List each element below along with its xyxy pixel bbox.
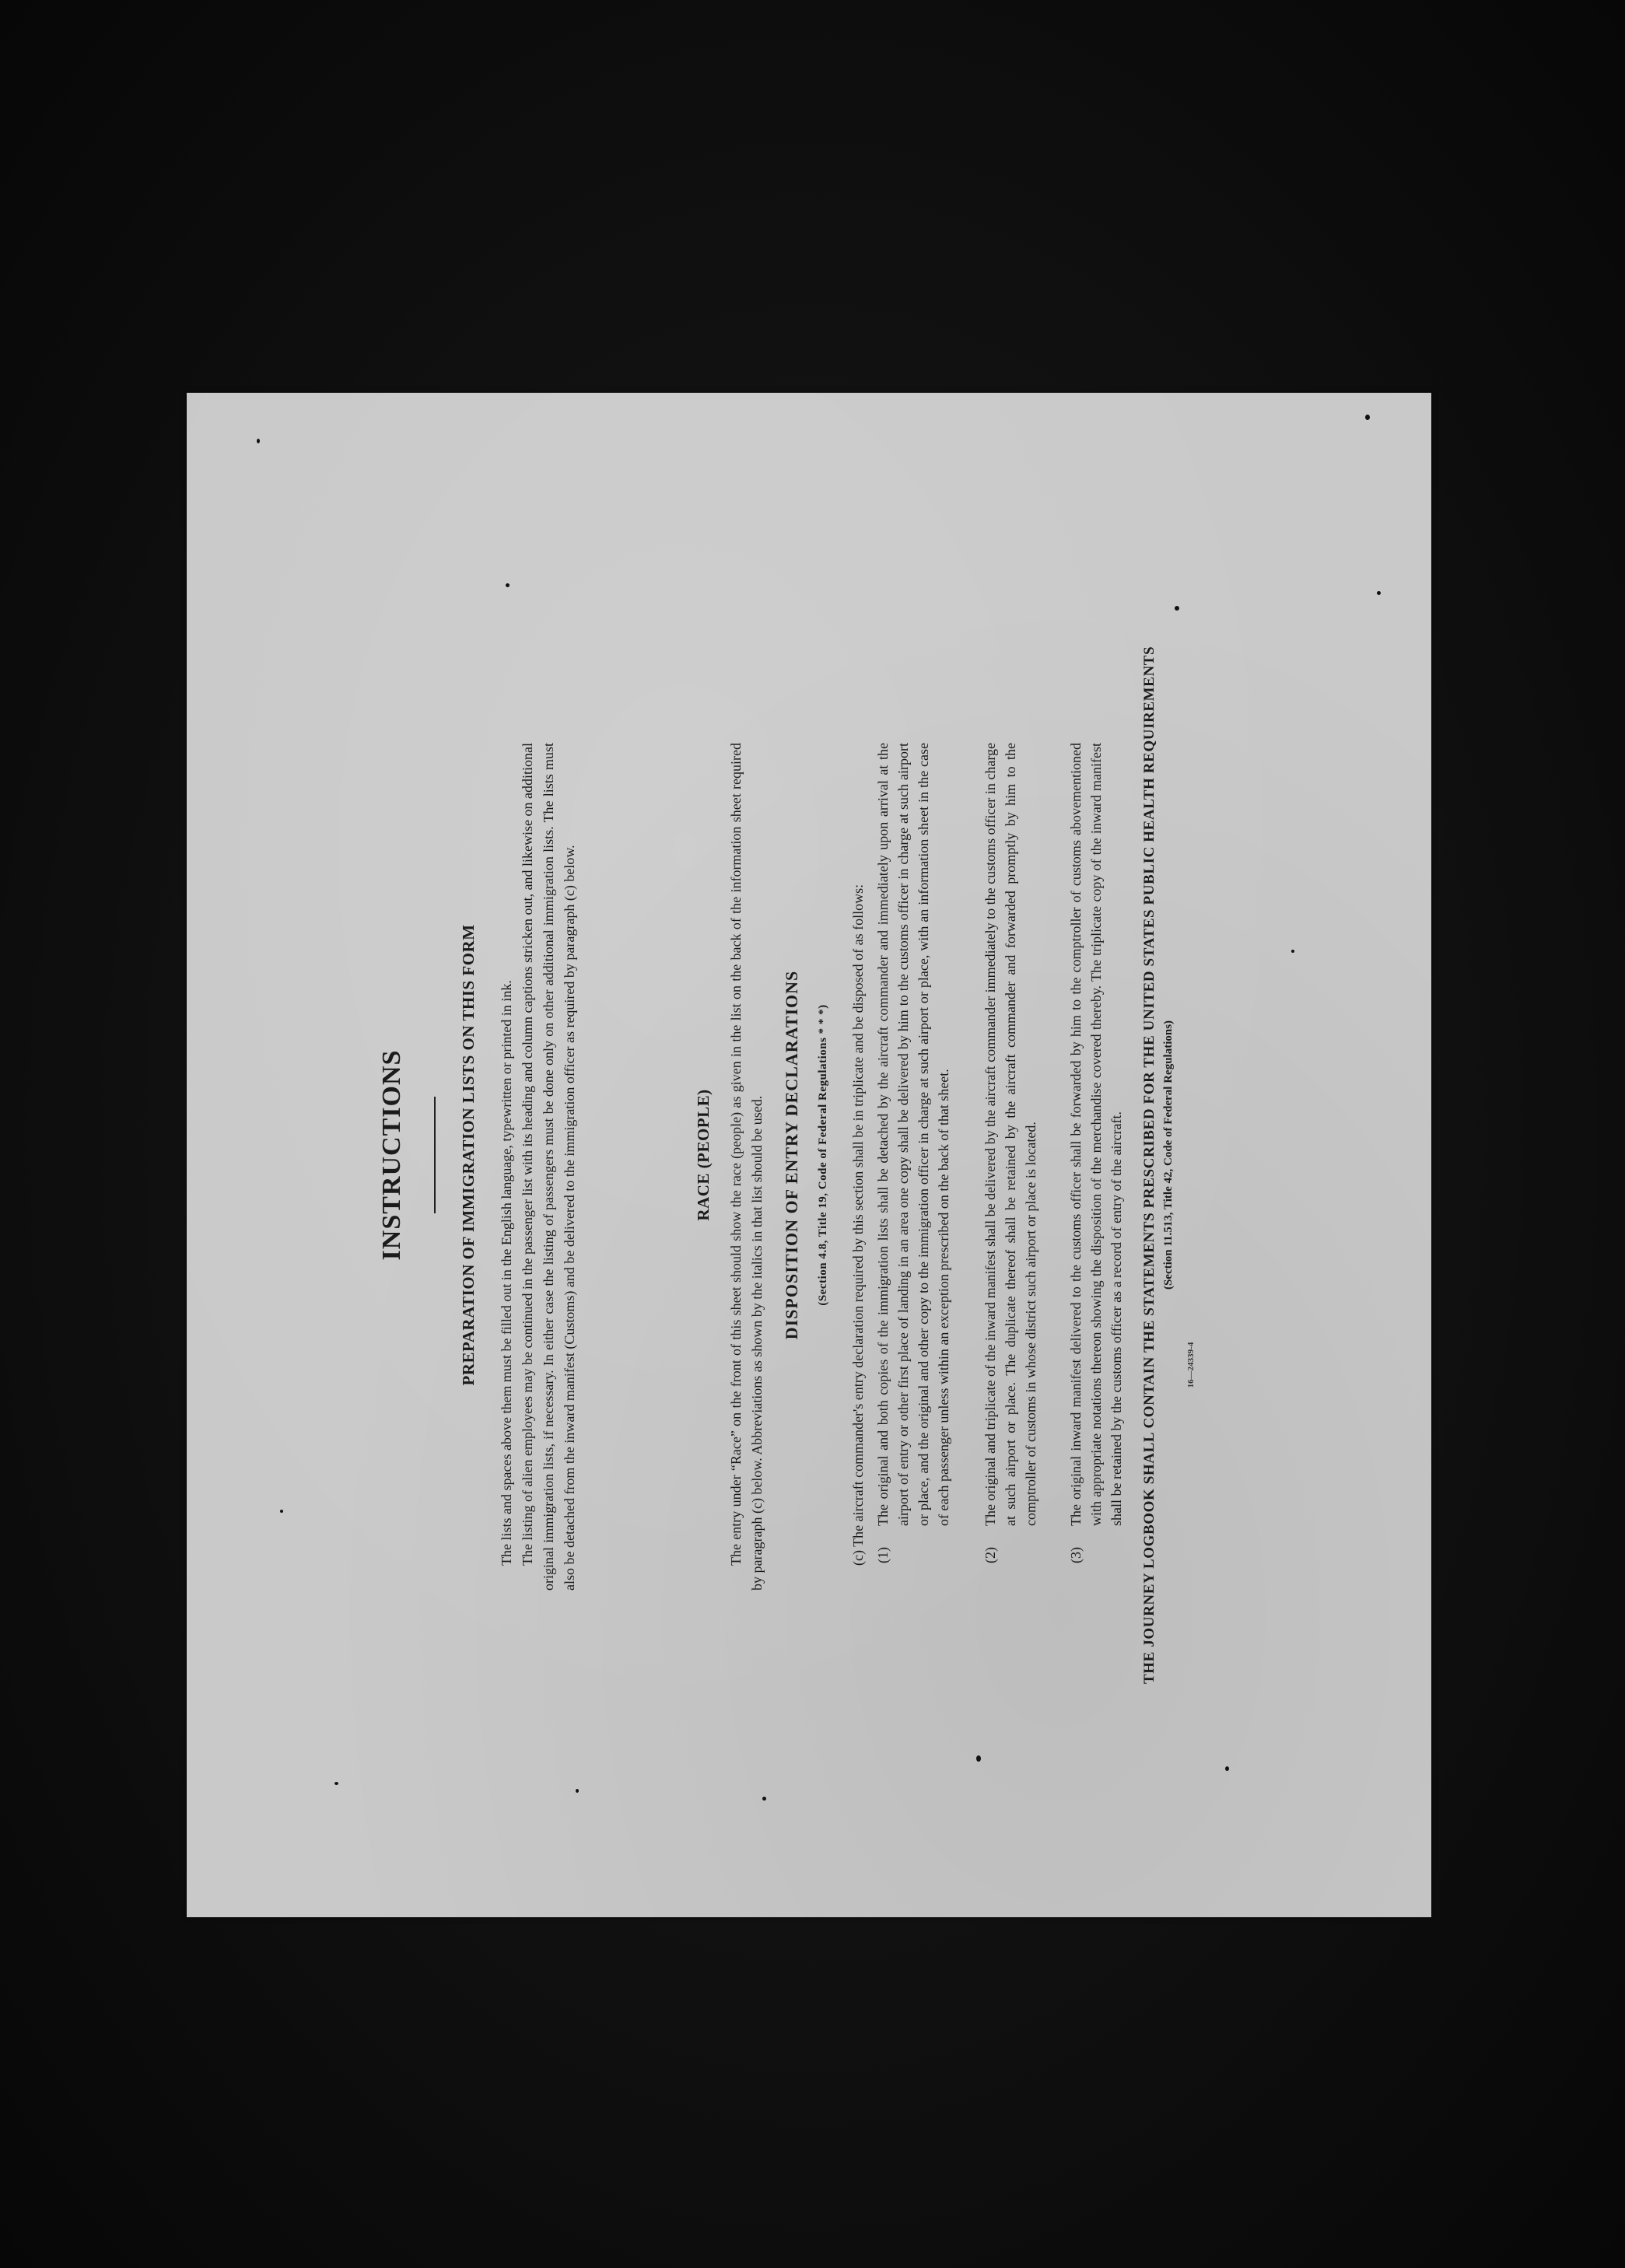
- race-paragraph: The entry under “Race” on the front of this sheet should show the race (people) as given in the list on the back of the information sheet required by paragraph (c) below. Abbreviations as shown by the italics in that list should be used.: [728, 743, 765, 1591]
- scan-speck: [257, 439, 260, 443]
- scan-speck: [280, 1510, 283, 1513]
- scan-speck: [1175, 606, 1179, 611]
- disposition-heading: DISPOSITION OF ENTRY DECLARATIONS: [782, 970, 801, 1340]
- scan-speck: [1291, 950, 1294, 953]
- scan-speck: [1365, 415, 1370, 420]
- title-divider: [434, 1097, 436, 1213]
- item-number: (3): [1068, 1547, 1084, 1563]
- journey-logbook-requirement: THE JOURNEY LOGBOOK SHALL CONTAIN THE STATEMENTS PRESCRIBED FOR THE UNITED STATES PUBLIC HEALTH REQUIREMENTS: [1141, 646, 1157, 1684]
- disposition-item-2: [980, 743, 1041, 1563]
- item-text: The original inward manifest delivered to the customs officer shall be forwarded by him to the comptroller of customs abovementioned with appropriate notations thereon showing the disposition of the merchandise covered thereby. The triplicate copy of the inward manifest shall be retained by the customs officer as a record of entry of the aircraft.: [1068, 743, 1124, 1526]
- race-heading: RACE (PEOPLE): [694, 1089, 713, 1221]
- journey-logbook-citation: (Section 11.513, Title 42, Code of Federal Regulations): [1162, 1020, 1175, 1290]
- form-number: 16—24339-4: [1186, 1342, 1196, 1388]
- instructions-page: [187, 393, 1431, 1917]
- preparation-paragraph-1: The lists and spaces above them must be filled out in the English language, typewritten or printed in ink.: [499, 980, 514, 1566]
- scan-speck: [506, 583, 510, 587]
- preparation-paragraph-2: The listing of alien employees may be continued in the passenger list with its heading and column captions stricken out, and likewise on additional original immigration lists, if necessary. In either case the listing of passengers must be done only on other additional immigration lists. The lists must also be detached from the inward manifest (Customs) and be delivered to the immigration officer as required by paragraph (c) below.: [520, 743, 577, 1591]
- disposition-citation: (Section 4.8, Title 19, Code of Federal Regulations * * *): [817, 1004, 829, 1306]
- disposition-intro: (c) The aircraft commander's entry declaration required by this section shall be in triplicate and be disposed of as follows:: [850, 884, 866, 1566]
- disposition-item-1: [873, 743, 954, 1563]
- scan-speck: [1377, 591, 1381, 595]
- scan-speck: [334, 1782, 338, 1785]
- scan-speck: [1225, 1766, 1229, 1771]
- scan-speck: [976, 1755, 981, 1762]
- disposition-item-3: [1066, 743, 1126, 1563]
- preparation-heading: PREPARATION OF IMMIGRATION LISTS ON THIS FORM: [459, 924, 478, 1386]
- item-text: The original and both copies of the immigration lists shall be detached by the aircraft commander and immediately upon arrival at the airport of entry or other first place of landing in an area one copy shall be delivered by him to the customs officer in charge at such airport or place, and the original and other copy to the immigration officer in charge at such airport or place, with an information sheet in the case of each passenger unless within an exception prescribed on the back of that sheet.: [875, 743, 951, 1526]
- page-title: INSTRUCTIONS: [377, 1049, 406, 1261]
- scan-speck: [762, 1797, 766, 1801]
- item-text: The original and triplicate of the inward manifest shall be delivered by the aircraft commander immediately to the customs officer in charge at such airport or place. The duplicate thereof shall be retained by the aircraft commander and forwarded promptly by him to the comptroller of customs in whose district such airport or place is located.: [982, 743, 1038, 1526]
- document-sheet: [187, 393, 1431, 1917]
- scan-speck: [576, 1789, 579, 1793]
- item-number: (1): [875, 1547, 891, 1563]
- item-number: (2): [982, 1547, 998, 1563]
